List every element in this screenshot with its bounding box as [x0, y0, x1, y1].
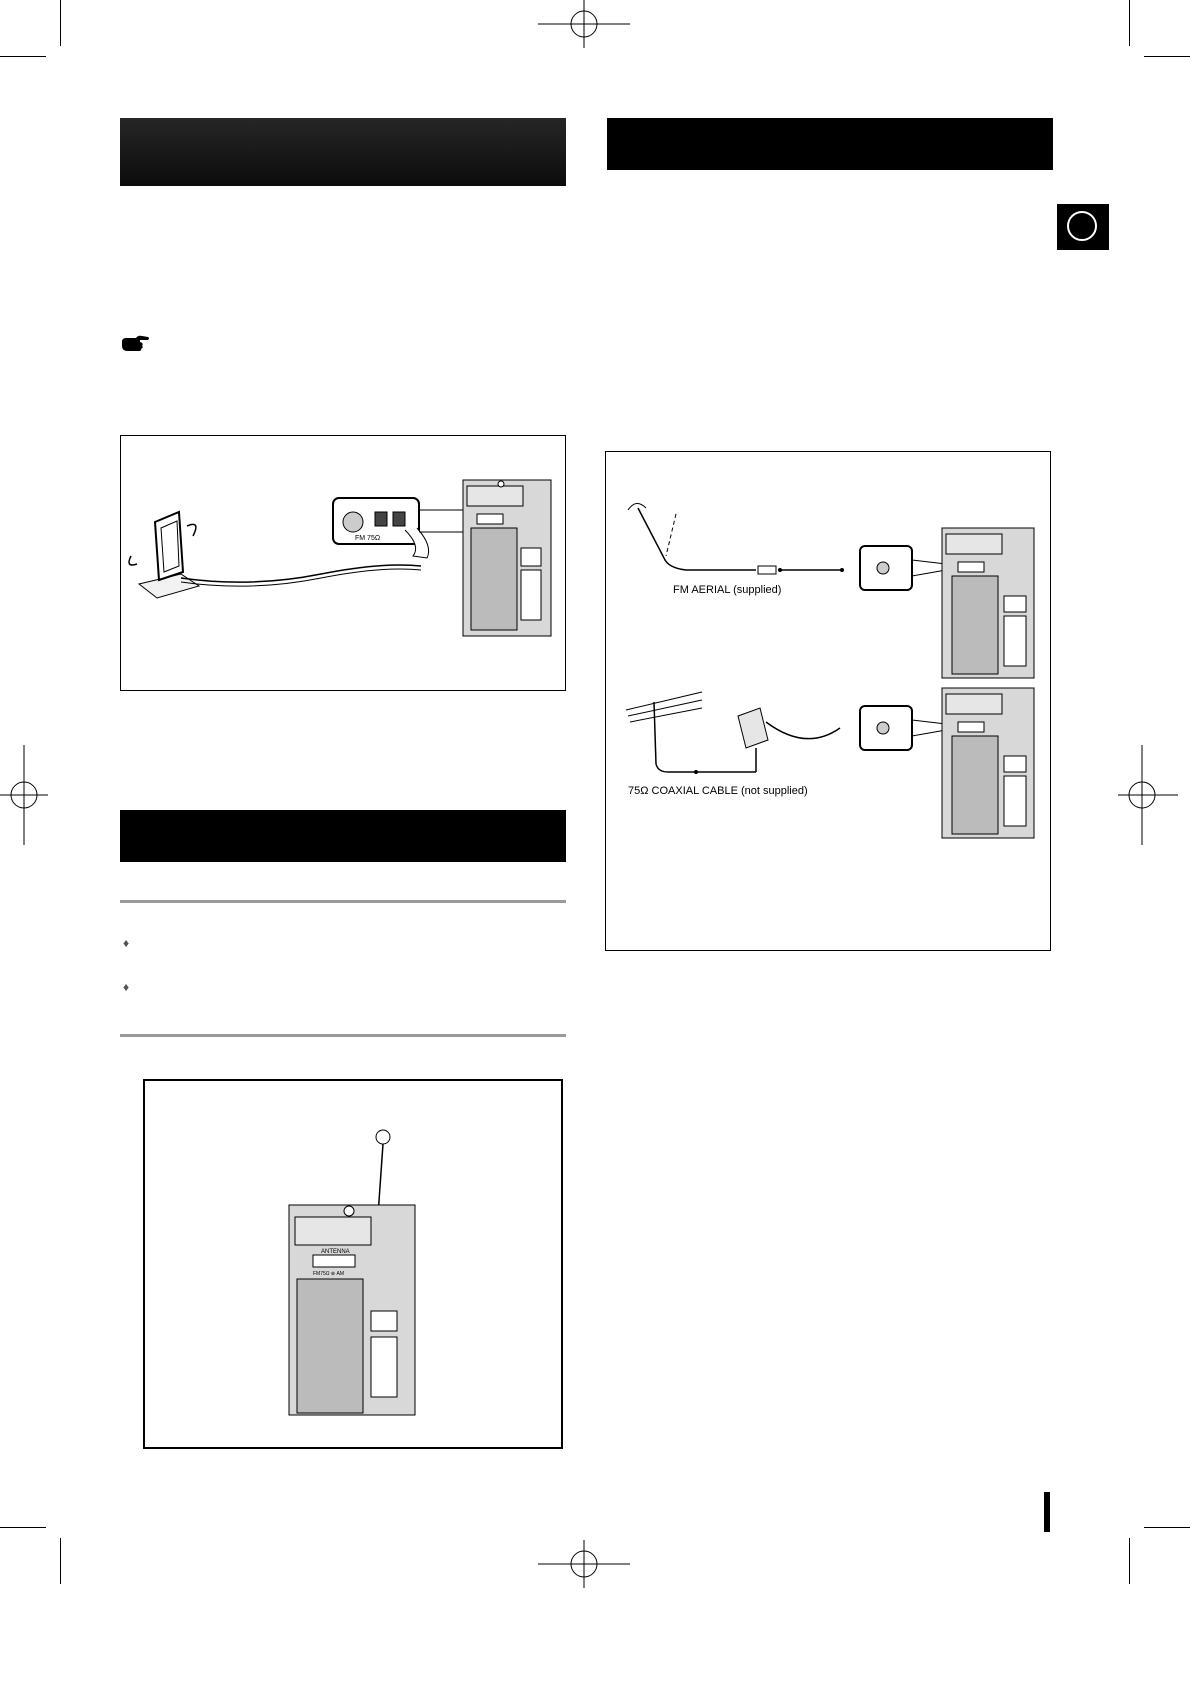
bullet-1: ♦: [123, 936, 130, 950]
language-tab: [1057, 204, 1109, 250]
coaxial-caption: 75Ω COAXIAL CABLE (not supplied): [628, 785, 808, 797]
language-tab-circle: [1067, 211, 1097, 241]
am-wire: [181, 565, 421, 582]
unit-rear-panel-large: [289, 1205, 415, 1415]
unit-rear-panel: [463, 480, 551, 636]
fm75-jack-label: FM 75Ω: [355, 535, 381, 542]
figure-am-loop: [120, 435, 566, 691]
fm-aerial-caption: FM AERIAL (supplied): [673, 584, 782, 596]
unit-rear-panel-1: [942, 528, 1034, 678]
section-header-ground: [120, 810, 566, 862]
am-terminal-zoom: [333, 498, 477, 558]
outdoor-aerial: [626, 692, 840, 774]
antenna-label: ANTENNA: [321, 1249, 350, 1255]
page-marker-bar: [1044, 1492, 1050, 1532]
bullet-2: ♦: [123, 980, 130, 994]
hand-pointing-icon: [120, 334, 150, 354]
registration-mark-right: [1118, 745, 1178, 845]
rule-bottom: [120, 1034, 566, 1037]
registration-mark-left: [0, 745, 48, 845]
figure-fm-aerial: [605, 451, 1051, 951]
rule-top: [120, 900, 566, 903]
figure-rear-panel: [143, 1079, 563, 1449]
antenna-jack-labels: FM75Ω ⊕ AM: [313, 1271, 344, 1277]
registration-mark-top: [534, 0, 634, 48]
unit-rear-panel-2: [942, 688, 1034, 838]
section-header-am-antenna: [120, 118, 566, 186]
fm-aerial-wire: [628, 503, 844, 574]
registration-mark-bottom: [534, 1540, 634, 1588]
section-header-fm-antenna: [607, 118, 1053, 170]
am-loop-antenna: [129, 512, 199, 598]
